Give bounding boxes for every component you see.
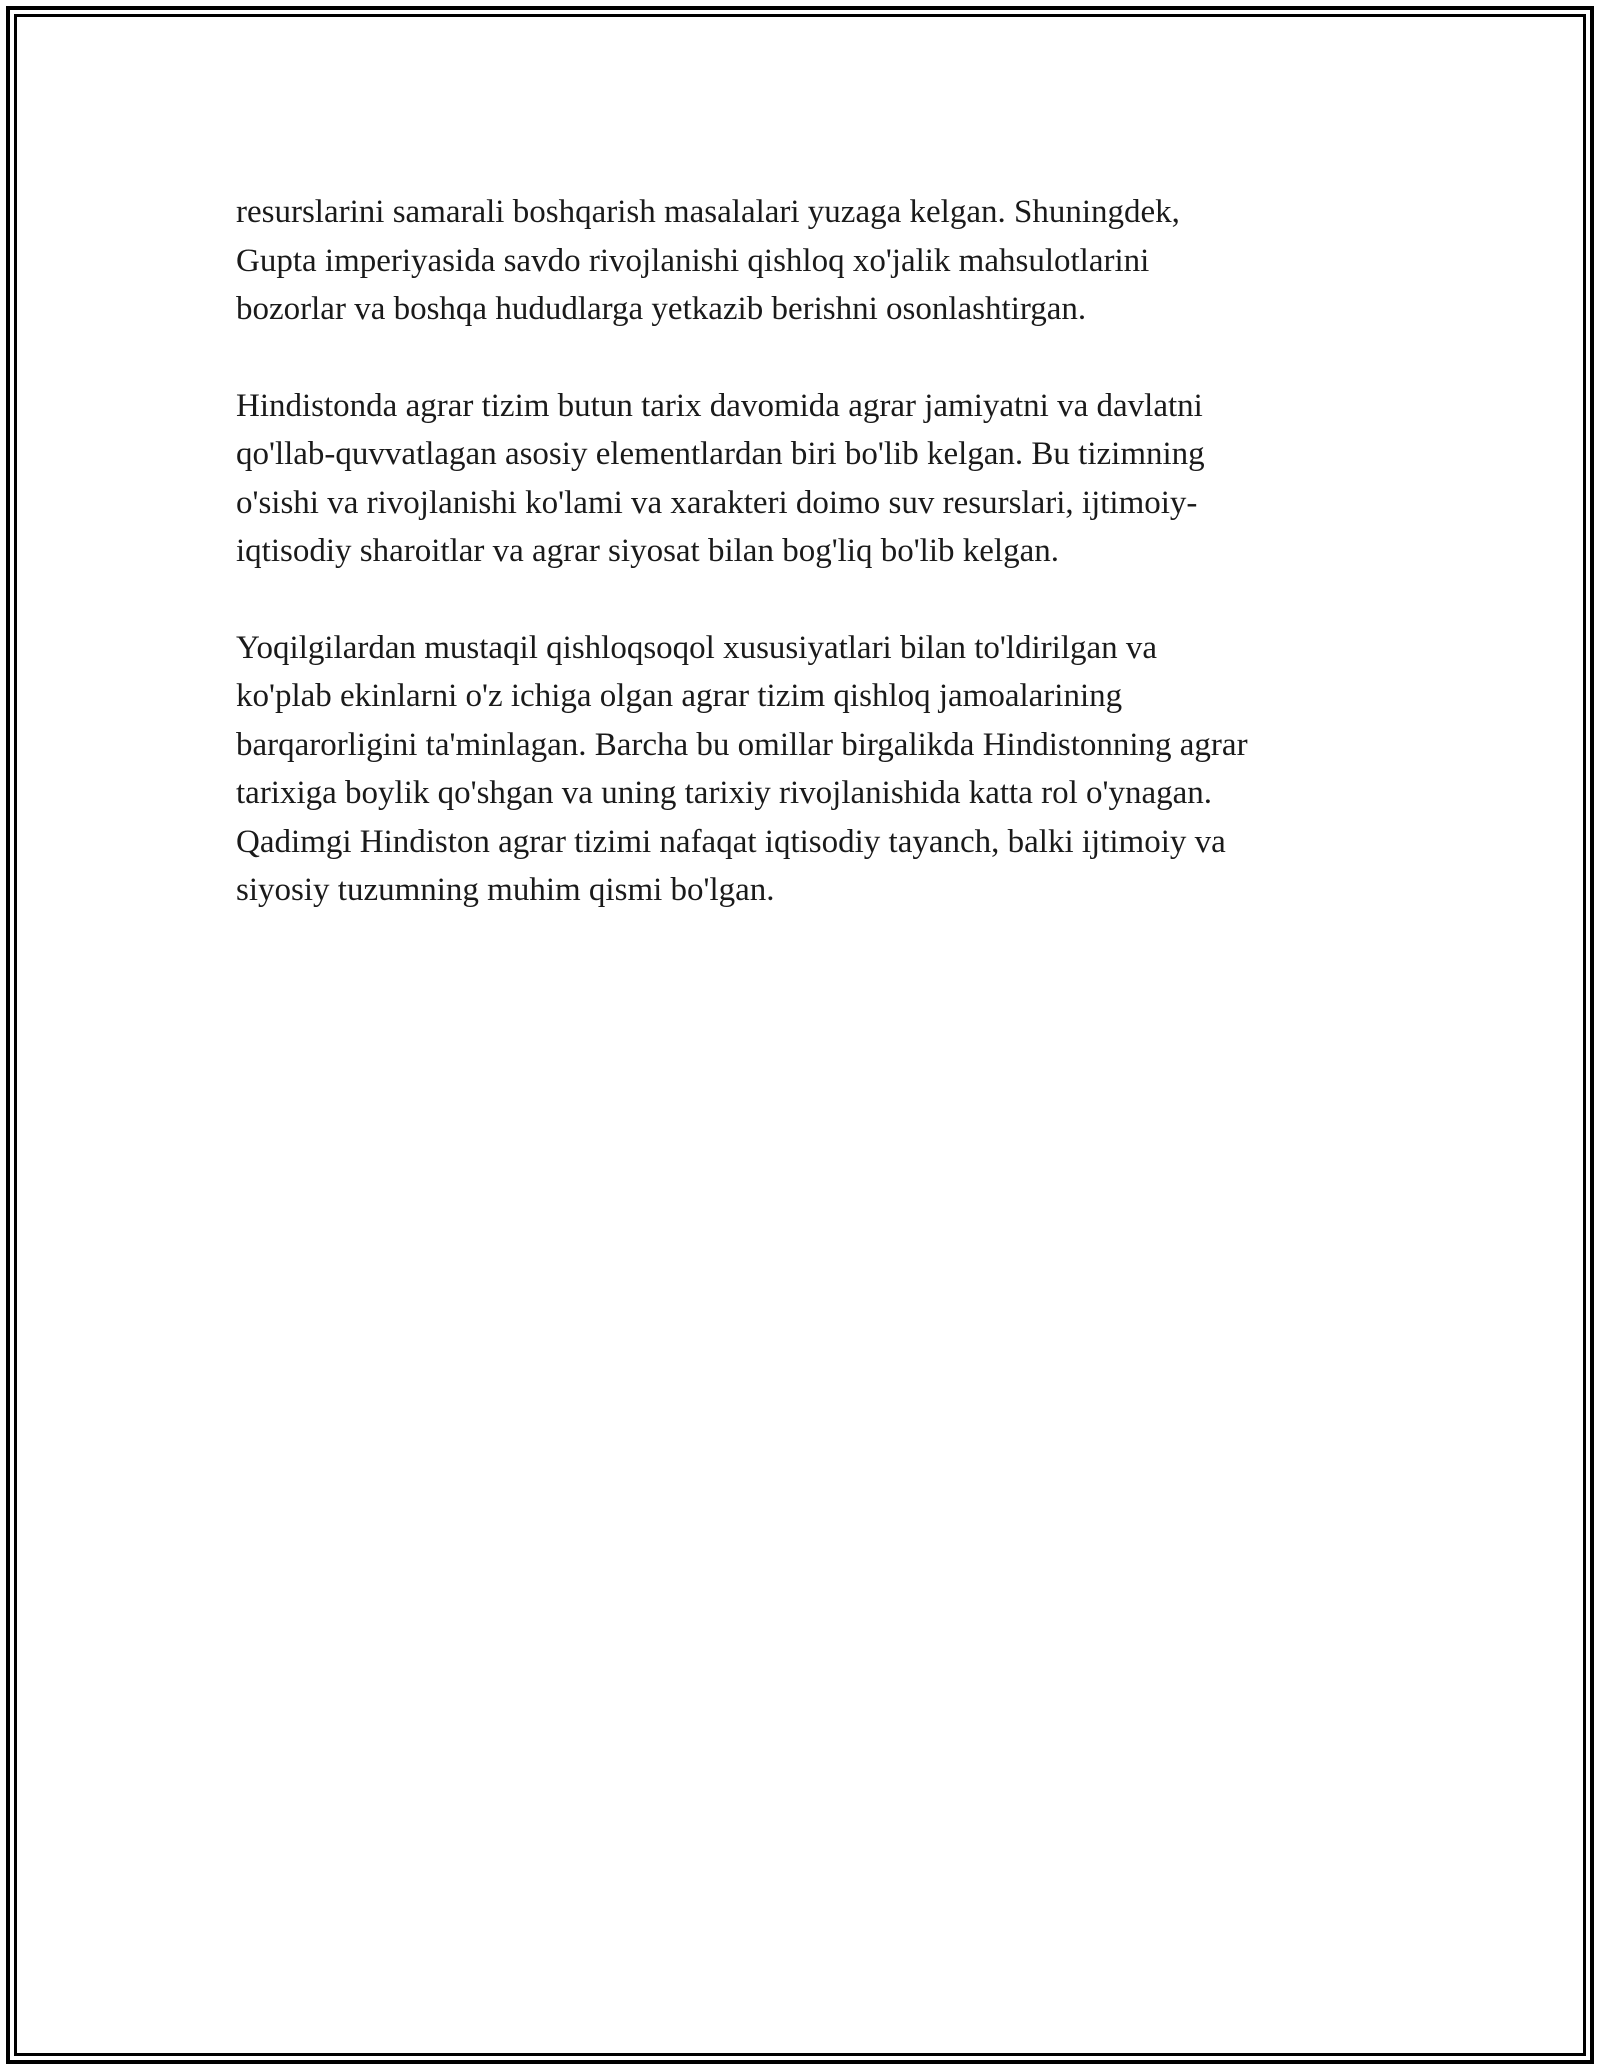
paragraph-1 <box>236 188 1376 334</box>
text-line: barqarorligini ta'minlagan. Barcha bu omillar birgalikda Hindistonning agrar <box>236 726 1248 763</box>
text-line: Hindistonda agrar tizim butun tarix davomida agrar jamiyatni va davlatni <box>236 387 1203 424</box>
text-line: Gupta imperiyasida savdo rivojlanishi qishloq xo'jalik mahsulotlarini <box>236 242 1150 279</box>
text-line: bozorlar va boshqa hududlarga yetkazib berishni osonlashtirgan. <box>236 291 1087 327</box>
document-body <box>236 188 1376 963</box>
paragraph-2 <box>236 382 1376 576</box>
text-line: tarixiga boylik qo'shgan va uning tarixiy rivojlanishida katta rol o'ynagan. <box>236 775 1213 811</box>
paragraph-3 <box>236 624 1376 915</box>
text-line: o'sishi va rivojlanishi ko'lami va xarakteri doimo suv resurslari, ijtimoiy- <box>236 484 1198 521</box>
text-line: qo'llab-quvvatlagan asosiy elementlardan biri bo'lib kelgan. Bu tizimning <box>236 436 1205 472</box>
text-line: resurslarini samarali boshqarish masalalari yuzaga kelgan. Shuningdek, <box>236 194 1180 230</box>
text-line: Yoqilgilardan mustaqil qishloqsoqol xususiyatlari bilan to'ldirilgan va <box>236 629 1158 666</box>
text-line: ko'plab ekinlarni o'z ichiga olgan agrar tizim qishloq jamoalarining <box>236 678 1123 714</box>
text-line: siyosiy tuzumning muhim qismi bo'lgan. <box>236 872 775 908</box>
text-line: iqtisodiy sharoitlar va agrar siyosat bilan bog'liq bo'lib kelgan. <box>236 533 1059 569</box>
text-line: Qadimgi Hindiston agrar tizimi nafaqat iqtisodiy tayanch, balki ijtimoiy va <box>236 823 1226 860</box>
